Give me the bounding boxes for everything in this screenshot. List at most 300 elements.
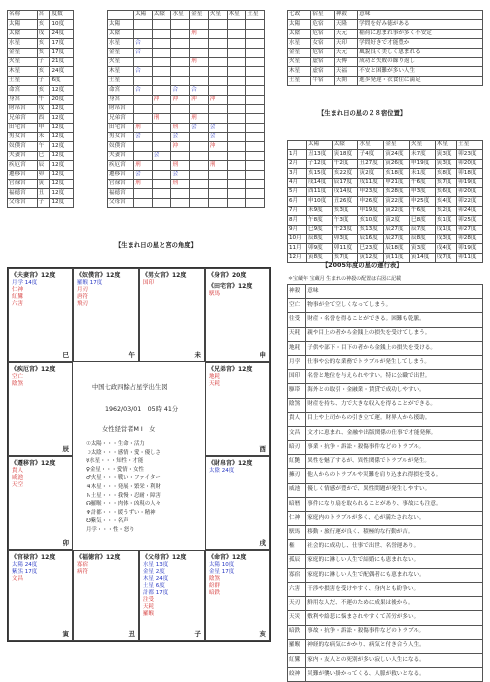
table-cell (152, 67, 171, 76)
table-row (288, 244, 483, 253)
table-row (288, 625, 483, 639)
table-cell: 文才に恵まれ、金融や出版関係の仕事で才能発揮。 (306, 426, 483, 440)
palace-shensha: 天耗 (143, 604, 155, 610)
table-cell: 辰8度 (409, 234, 435, 243)
subject-name: 女性経営者M I 女 (102, 426, 156, 433)
table-row (288, 225, 483, 234)
table-row (288, 169, 483, 178)
table-row (288, 370, 483, 384)
table-cell: 辰17度 (332, 178, 358, 187)
table-cell: 12度 (50, 180, 74, 189)
table-cell (171, 48, 190, 57)
planet-legend (86, 440, 161, 535)
table-cell: 疾厄宮 (108, 161, 134, 170)
table-cell: 天元 (334, 29, 357, 38)
table-cell (171, 151, 190, 160)
table-row (108, 114, 265, 123)
transit-table-caption: 【2005年度の星の運行表】 (322, 262, 403, 269)
palace-star-line: 月学 14度 (12, 280, 38, 286)
table-cell: 刑 (190, 29, 209, 38)
table-cell: 卯23度 (457, 150, 483, 159)
table-cell: 奴僕宮 (8, 142, 38, 151)
palace-shensha: 空亡 (12, 374, 24, 380)
table-row (288, 469, 483, 483)
table-row (288, 29, 483, 38)
table-cell: 男女宮 (8, 133, 38, 142)
table-cell: 官禄宮 (8, 180, 38, 189)
table-cell: 寅3度 (435, 150, 456, 159)
table-cell: 財帛宮 (8, 104, 38, 113)
table-cell: 父母宮 (108, 198, 134, 207)
table-cell: 火星 (288, 57, 311, 66)
table-cell (288, 141, 307, 150)
table-cell: 奴僕宮 (108, 142, 134, 151)
table-row (8, 57, 74, 66)
table-row (288, 441, 483, 455)
table-cell: 戌11度 (358, 178, 384, 187)
table-cell (227, 151, 246, 160)
table-cell: 事故・抗争・訴訟・殺傷事件などのトラブル。 (306, 625, 483, 639)
table-cell: 暗刃 (288, 441, 306, 455)
palace-title: 《財帛宮》12度 (208, 460, 253, 467)
table-row (8, 142, 74, 151)
table-cell: 太陽 (288, 20, 311, 29)
table-cell: 1月 (288, 150, 307, 159)
table-cell: 巳 (37, 151, 50, 160)
table-row (288, 150, 483, 159)
table-cell (134, 20, 153, 29)
table-cell: 天印 (334, 39, 357, 48)
table-cell: 戌 (37, 104, 50, 113)
table-row (108, 142, 265, 151)
table-row (108, 189, 265, 198)
table-cell: 駆帯 (288, 384, 306, 398)
table-cell (171, 67, 190, 76)
table-row (108, 20, 265, 29)
table-row (288, 611, 483, 625)
table-cell: 卯18度 (457, 169, 483, 178)
table-cell: 申 (37, 123, 50, 132)
table-cell: 物事が全て空しくなってしまう。 (306, 299, 483, 313)
table-cell: 卯19度 (457, 244, 483, 253)
palace-shensha: 国印 (143, 280, 155, 286)
table-cell: 会 (208, 123, 227, 132)
table-header-row (108, 11, 265, 20)
table-cell: 疾厄宮 (8, 161, 38, 170)
palace-shitsuyaku (8, 362, 73, 456)
table-row (288, 159, 483, 168)
table-cell (227, 29, 246, 38)
table-cell: 田宅宮 (108, 123, 134, 132)
palace-shensha: 唐符 (77, 294, 89, 300)
table-cell (208, 114, 227, 123)
table-row (288, 216, 483, 225)
table-cell: 寅2度 (384, 216, 410, 225)
table-cell (190, 76, 209, 85)
table-cell: 火星 (409, 141, 435, 150)
table-cell (190, 133, 209, 142)
table-cell: 亥3度 (332, 206, 358, 215)
table-cell: 戌14度 (306, 178, 332, 187)
table-cell: 太陽 (306, 141, 332, 150)
palace-fukutoku (73, 550, 139, 641)
table-cell: 田宅宮 (8, 123, 38, 132)
table-cell: 3月 (288, 169, 307, 178)
table-cell (227, 142, 246, 151)
table-row (288, 568, 483, 582)
table-cell: 父母宮 (8, 198, 38, 207)
table-cell: 太陰 (108, 29, 134, 38)
palace-branch: 卯 (62, 539, 69, 547)
table-cell: 虚宿 (311, 67, 334, 76)
table-row (8, 29, 74, 38)
table-cell: 稲荷に恵まれ事が多く不安定 (358, 29, 483, 38)
table-cell: 亥7度 (332, 253, 358, 262)
table-cell: 辰18度 (384, 244, 410, 253)
table-row (108, 104, 265, 113)
table-cell (246, 29, 265, 38)
table-cell: 6月 (288, 197, 307, 206)
table-row (8, 20, 74, 29)
table-cell: 沖 (208, 95, 227, 104)
table-cell (246, 67, 265, 76)
palace-star-line: 土星 6度 (143, 583, 165, 589)
table-cell: 酉 (37, 114, 50, 123)
table-cell: 貴人 (288, 412, 306, 426)
palace-star-line: 太陰 24度 (209, 468, 235, 474)
table-cell: 天耗 (288, 327, 306, 341)
table-cell: 亥13度 (358, 225, 384, 234)
legend-item: ☽太陰・・・感情・愛・優しさ (86, 449, 161, 456)
table-row (288, 57, 483, 66)
table-cell (208, 170, 227, 179)
palace-shensha: 文昌 (12, 576, 24, 582)
table-cell: 孤辰 (288, 554, 306, 568)
table-row (288, 653, 483, 667)
table-row (288, 597, 483, 611)
table-cell: 亥28度 (384, 187, 410, 196)
table-cell: 卯19度 (457, 178, 483, 187)
table-cell: 寅12度 (358, 253, 384, 262)
table-cell: 卯20度 (457, 159, 483, 168)
palace-zaihaku (205, 456, 270, 550)
table-row (288, 48, 483, 57)
table-cell: 11月 (288, 244, 307, 253)
table-cell: 12度 (50, 142, 74, 151)
table-cell: 亥4度 (435, 197, 456, 206)
legend-item: ☋紫気・・・名声 (86, 518, 129, 525)
palace-star-line: 計都 17度 (143, 590, 169, 596)
palace-shensha: 仁神 (12, 287, 24, 293)
table-cell (171, 114, 190, 123)
palace-title: 《夫妻宮》12度 (11, 272, 56, 279)
palace-title: 《田宅宮》12度 (208, 283, 253, 290)
table-cell: 会 (134, 170, 153, 179)
table-cell: 他人からのトラブルや災難を肩り込まれ得損を受る。 (306, 469, 483, 483)
table-cell: 12度 (50, 133, 74, 142)
table-cell (246, 123, 265, 132)
table-cell (208, 57, 227, 66)
table-cell (171, 76, 190, 85)
table-cell: 火星 (108, 57, 134, 66)
table-cell: 目上や上司からの引き立て運。財界人から援助。 (306, 412, 483, 426)
table-cell (190, 198, 209, 207)
table-cell: 木星 (288, 67, 311, 76)
table-cell: 6度 (50, 76, 74, 85)
table-row (288, 355, 483, 369)
table-cell: 刑 (171, 123, 190, 132)
table-cell: 仁神 (288, 512, 306, 526)
table-cell (190, 39, 209, 48)
table-cell: 丑27度 (358, 159, 384, 168)
table-cell (208, 86, 227, 95)
table-cell: 子 (37, 57, 50, 66)
table-cell: 刑 (134, 161, 153, 170)
table-cell: 卯3度 (332, 234, 358, 243)
table-cell (208, 76, 227, 85)
table-cell: 意味 (358, 11, 483, 20)
palace-shensha: 陰煞 (12, 381, 24, 387)
table-cell (246, 20, 265, 29)
table-cell: 会 (171, 133, 190, 142)
table-cell: 21度 (50, 57, 74, 66)
table-row (288, 313, 483, 327)
table-cell: 宮 (37, 11, 50, 20)
table-cell: 午 (37, 95, 50, 104)
table-cell: 火星 (8, 57, 38, 66)
table-cell: 牛宿 (311, 76, 334, 85)
table-cell: 辰27度 (384, 225, 410, 234)
table-cell: 宿星 (311, 11, 334, 20)
table-cell (152, 29, 171, 38)
table-row (288, 39, 483, 48)
palace-shensha: 寡宿 (77, 562, 89, 568)
table-row (108, 76, 265, 85)
table-cell: 12月 (288, 253, 307, 262)
table-row (288, 398, 483, 412)
table-cell: 天福 (334, 67, 357, 76)
table-cell: 亥 (37, 39, 50, 48)
table-cell: 敷利や絡悲に悩まされやすくて苦労が多い。 (306, 611, 483, 625)
aspect-table-caption: 【生まれ日の星と宮の角度】 (115, 242, 197, 249)
table-cell: 酉11度 (306, 187, 332, 196)
table-cell: 金星 (288, 48, 311, 57)
table-cell: 刑 (190, 57, 209, 66)
table-cell: 12度 (50, 198, 74, 207)
table-cell (246, 57, 265, 66)
palace-branch: 寅 (62, 630, 69, 638)
table-cell: 未7度 (409, 150, 435, 159)
table-cell: 海外との取引・金融業・賃貸で成功しやすい。 (306, 384, 483, 398)
table-cell: 風貌良く美しく恵まれる (358, 48, 483, 57)
palace-branch: 申 (259, 351, 266, 359)
table-cell (171, 29, 190, 38)
table-cell (227, 198, 246, 207)
table-row (288, 187, 483, 196)
palace-fusai (8, 268, 73, 362)
table-cell (190, 161, 209, 170)
table-cell: 午2度 (332, 159, 358, 168)
table-cell: 福徳宮 (108, 189, 134, 198)
table-cell (227, 104, 246, 113)
table-row (8, 180, 74, 189)
table-cell: 財産・名誉を得ることができる。困難も乾脈。 (306, 313, 483, 327)
table-row (288, 639, 483, 653)
table-row (8, 104, 74, 113)
table-cell (227, 76, 246, 85)
table-cell: 午23度 (332, 225, 358, 234)
table-cell: 威池 (288, 483, 306, 497)
table-cell: 子12度 (306, 159, 332, 168)
table-cell: 親や目上の者から金銭上の損失を受けてしまう。 (306, 327, 483, 341)
table-cell: 天元 (334, 48, 357, 57)
table-cell: 12度 (50, 189, 74, 198)
table-cell: 亥 (37, 86, 50, 95)
table-cell: 神経的な病気にかかり、病気と付き合う人生。 (306, 639, 483, 653)
table-row (8, 133, 74, 142)
table-cell: 亥7度 (435, 178, 456, 187)
table-cell: 申25度 (409, 197, 435, 206)
table-cell (152, 86, 171, 95)
table-header-row (8, 11, 74, 20)
table-cell: 土星 (288, 76, 311, 85)
palace-branch: 亥 (259, 630, 266, 638)
table-cell: 亥10度 (358, 216, 384, 225)
table-cell (190, 170, 209, 179)
table-cell (227, 133, 246, 142)
table-cell: 未1度 (409, 169, 435, 178)
table-cell: 亥1度 (435, 216, 456, 225)
table-cell: 火星 (208, 11, 227, 20)
table-cell: 身宮 (108, 95, 134, 104)
palace-dentaku (205, 268, 270, 362)
table-cell: 亥 (37, 67, 50, 76)
table-cell: 寅18度 (332, 150, 358, 159)
table-cell: 戌3度 (435, 234, 456, 243)
table-cell (246, 104, 265, 113)
table-cell (246, 170, 265, 179)
table-cell: 駅馬 (288, 526, 306, 540)
palace-fubo (139, 550, 205, 641)
table-cell: 干渉や損害を受けやすく、身内とも紛争い。 (306, 582, 483, 596)
table-cell (227, 161, 246, 170)
table-cell (152, 198, 171, 207)
table-cell: 10度 (50, 20, 74, 29)
table-cell: 戌 (37, 29, 50, 38)
legend-item: ☉太陽・・・生命・活力 (86, 441, 145, 447)
table-cell: 丑26度 (332, 197, 358, 206)
table-cell (246, 48, 265, 57)
table-cell: 12度 (50, 170, 74, 179)
table-cell (152, 133, 171, 142)
table-cell (152, 180, 171, 189)
table-cell: 不安と困難が多い人生 (358, 67, 483, 76)
table-cell: 寅3度 (435, 159, 456, 168)
table-cell: 会 (134, 133, 153, 142)
table-cell: 子 (37, 198, 50, 207)
table-cell: 夫妻宮 (108, 151, 134, 160)
table-cell: 異性を魅了するが、異性関係でトラブルが発生。 (306, 455, 483, 469)
legend-item: ♀金星・・・愛情・女性 (86, 466, 144, 473)
table-row (288, 483, 483, 497)
table-cell (208, 48, 227, 57)
table-cell (171, 39, 190, 48)
table-cell: 空亡 (288, 299, 306, 313)
table-row (8, 170, 74, 179)
table-cell: 暗鉄 (288, 625, 306, 639)
table-cell: 寅26度 (384, 159, 410, 168)
table-cell: 会 (208, 133, 227, 142)
table-cell: 亥 (37, 20, 50, 29)
table-cell: 太陰 (152, 11, 171, 20)
table-cell: 刑 (190, 114, 209, 123)
palace-shensha: 紅鸞 (12, 294, 24, 300)
palace-shensha: 六害 (12, 301, 24, 307)
table-cell: 沖 (152, 95, 171, 104)
palace-star-line: 金星 2度 (143, 569, 165, 575)
table-row (108, 123, 265, 132)
table-cell: 5月 (288, 187, 307, 196)
table-cell: 水星 (108, 39, 134, 48)
table-row (288, 178, 483, 187)
table-cell: 女宿 (311, 39, 334, 48)
table-header-row (288, 141, 483, 150)
table-row (8, 114, 74, 123)
table-row (108, 48, 265, 57)
table-cell: 9月 (288, 225, 307, 234)
table-cell: 申19度 (409, 159, 435, 168)
table-row (8, 39, 74, 48)
table-cell: 移動・旅行運が良く、積極的な行動が吉。 (306, 526, 483, 540)
table-cell (227, 20, 246, 29)
table-cell: 遷移宮 (108, 170, 134, 179)
table-cell (134, 189, 153, 198)
table-cell: 沖 (208, 142, 227, 151)
table-cell: 17度 (50, 39, 74, 48)
transit-table (287, 140, 483, 263)
table-row (108, 170, 265, 179)
table-row (288, 197, 483, 206)
table-cell: 寅 (37, 180, 50, 189)
table-cell: 卯11度 (457, 253, 483, 262)
palace-shensha: 駅馬 (209, 291, 221, 297)
table-cell: 木星 (108, 67, 134, 76)
table-cell: 刑 (208, 161, 227, 170)
table-cell (152, 104, 171, 113)
table-row (108, 161, 265, 170)
table-cell (246, 161, 265, 170)
table-cell: 12度 (50, 151, 74, 160)
table-cell: 国印 (288, 370, 306, 384)
table-cell: 卯11度 (332, 244, 358, 253)
table-row (8, 86, 74, 95)
table-row (288, 327, 483, 341)
palace-title: 《福徳宮》12度 (76, 554, 121, 561)
table-cell: 亥6度 (435, 187, 456, 196)
table-cell: 午 (37, 142, 50, 151)
table-cell (208, 67, 227, 76)
table-cell: 子供や部下・目下の者から金銭上の損失を受ける。 (306, 341, 483, 355)
palace-shensha: 咸池 (12, 475, 24, 481)
table-cell: 優しく情感が豊かで、異性問題が発生しやすい。 (306, 483, 483, 497)
palace-shensha: 紛群 (209, 583, 221, 589)
table-cell: 24度 (50, 29, 74, 38)
table-cell: 寅8度 (306, 253, 332, 262)
table-cell: 兄弟宮 (8, 114, 38, 123)
table-cell (246, 76, 265, 85)
table-cell: 12度 (50, 86, 74, 95)
table-cell: 兄弟宮 (108, 114, 134, 123)
